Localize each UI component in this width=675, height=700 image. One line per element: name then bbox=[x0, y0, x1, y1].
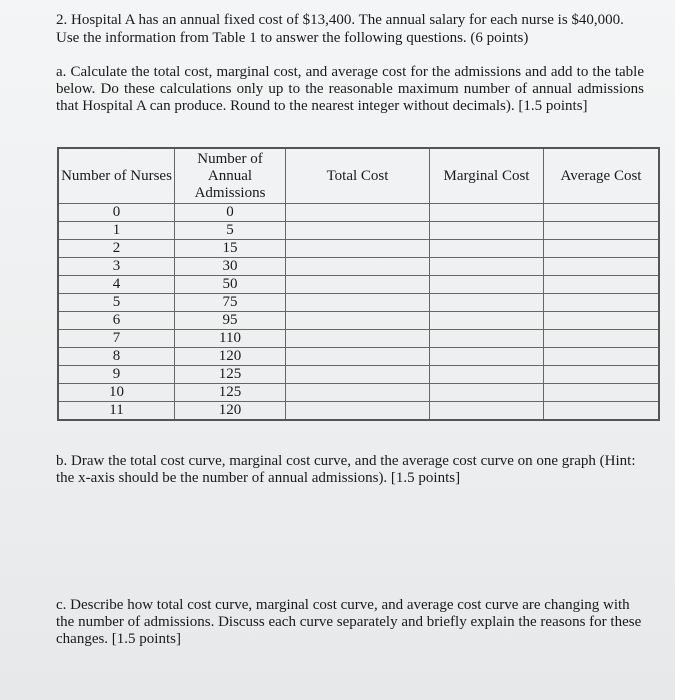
table-row bbox=[58, 348, 659, 366]
cell-nurses: 7 bbox=[58, 330, 175, 348]
cell-total-cost[interactable] bbox=[286, 258, 430, 276]
header-average-cost: Average Cost bbox=[544, 148, 660, 204]
cell-marginal-cost[interactable] bbox=[430, 312, 544, 330]
cell-nurses: 2 bbox=[58, 240, 175, 258]
header-nurses: Number of Nurses bbox=[58, 148, 175, 204]
cell-marginal-cost[interactable] bbox=[430, 222, 544, 240]
cell-nurses: 4 bbox=[58, 276, 175, 294]
cell-total-cost[interactable] bbox=[286, 240, 430, 258]
table-body bbox=[58, 204, 659, 421]
cell-nurses: 11 bbox=[58, 402, 175, 421]
question-title: 2. Hospital A has an annual fixed cost of $13,400. The annual salary for each nurse is $40,000. bbox=[56, 12, 624, 28]
cell-admissions: 5 bbox=[175, 222, 286, 240]
cell-admissions: 110 bbox=[175, 330, 286, 348]
table-row bbox=[58, 276, 659, 294]
cell-nurses: 0 bbox=[58, 204, 175, 222]
cell-average-cost[interactable] bbox=[544, 222, 660, 240]
cell-nurses: 10 bbox=[58, 384, 175, 402]
cell-marginal-cost[interactable] bbox=[430, 258, 544, 276]
cell-average-cost[interactable] bbox=[544, 402, 660, 421]
cell-marginal-cost[interactable] bbox=[430, 240, 544, 258]
cell-average-cost[interactable] bbox=[544, 258, 660, 276]
header-marginal-cost: Marginal Cost bbox=[430, 148, 544, 204]
cell-nurses: 3 bbox=[58, 258, 175, 276]
cell-average-cost[interactable] bbox=[544, 384, 660, 402]
header-total-cost: Total Cost bbox=[286, 148, 430, 204]
cell-average-cost[interactable] bbox=[544, 204, 660, 222]
cell-average-cost[interactable] bbox=[544, 294, 660, 312]
cell-total-cost[interactable] bbox=[286, 402, 430, 421]
cell-nurses: 1 bbox=[58, 222, 175, 240]
cell-marginal-cost[interactable] bbox=[430, 384, 544, 402]
part-c-text: c. Describe how total cost curve, marginal cost curve, and average cost curve are changing with the number of admissions. Discuss each curve separately and briefly explain the reasons for these changes. [1.5 points] bbox=[56, 597, 642, 647]
cell-marginal-cost[interactable] bbox=[430, 276, 544, 294]
cell-total-cost[interactable] bbox=[286, 276, 430, 294]
header-admissions: Number of Annual Admissions bbox=[175, 148, 286, 204]
question-intro: Use the information from Table 1 to answer the following questions. (6 points) bbox=[56, 30, 529, 46]
cell-nurses: 5 bbox=[58, 294, 175, 312]
table-row bbox=[58, 330, 659, 348]
cell-admissions: 125 bbox=[175, 384, 286, 402]
cell-admissions: 95 bbox=[175, 312, 286, 330]
cell-admissions: 30 bbox=[175, 258, 286, 276]
table-row bbox=[58, 366, 659, 384]
part-a-text: a. Calculate the total cost, marginal cost, and average cost for the admissions and add to the table below. Do these calculations only up to the reasonable maximum number of annual admissions that Hospital A can produce. Round to the nearest integer without decimals). [1.5 points] bbox=[56, 64, 644, 114]
cost-table bbox=[57, 147, 660, 421]
cell-average-cost[interactable] bbox=[544, 348, 660, 366]
cell-average-cost[interactable] bbox=[544, 312, 660, 330]
cell-total-cost[interactable] bbox=[286, 348, 430, 366]
cell-admissions: 50 bbox=[175, 276, 286, 294]
table-row bbox=[58, 204, 659, 222]
cell-admissions: 120 bbox=[175, 402, 286, 421]
cell-total-cost[interactable] bbox=[286, 294, 430, 312]
cell-marginal-cost[interactable] bbox=[430, 366, 544, 384]
cell-admissions: 125 bbox=[175, 366, 286, 384]
cell-average-cost[interactable] bbox=[544, 240, 660, 258]
cell-average-cost[interactable] bbox=[544, 330, 660, 348]
cell-marginal-cost[interactable] bbox=[430, 204, 544, 222]
table-row bbox=[58, 402, 659, 421]
cell-admissions: 75 bbox=[175, 294, 286, 312]
cell-marginal-cost[interactable] bbox=[430, 330, 544, 348]
table-row bbox=[58, 258, 659, 276]
cell-total-cost[interactable] bbox=[286, 204, 430, 222]
table-row bbox=[58, 384, 659, 402]
cell-marginal-cost[interactable] bbox=[430, 348, 544, 366]
cell-nurses: 6 bbox=[58, 312, 175, 330]
cell-marginal-cost[interactable] bbox=[430, 294, 544, 312]
table-row bbox=[58, 222, 659, 240]
cell-total-cost[interactable] bbox=[286, 312, 430, 330]
cell-total-cost[interactable] bbox=[286, 222, 430, 240]
cell-admissions: 15 bbox=[175, 240, 286, 258]
cell-marginal-cost[interactable] bbox=[430, 402, 544, 421]
part-b-text: b. Draw the total cost curve, marginal cost curve, and the average cost curve on one graph (Hint: the x-axis should be the number of annual admissions). [1.5 points] bbox=[56, 453, 636, 486]
table-header-row bbox=[58, 148, 659, 204]
cell-average-cost[interactable] bbox=[544, 276, 660, 294]
cell-total-cost[interactable] bbox=[286, 330, 430, 348]
cell-total-cost[interactable] bbox=[286, 384, 430, 402]
cell-admissions: 0 bbox=[175, 204, 286, 222]
cell-nurses: 8 bbox=[58, 348, 175, 366]
cell-average-cost[interactable] bbox=[544, 366, 660, 384]
table-row bbox=[58, 240, 659, 258]
cell-admissions: 120 bbox=[175, 348, 286, 366]
table-row bbox=[58, 312, 659, 330]
table-row bbox=[58, 294, 659, 312]
cell-nurses: 9 bbox=[58, 366, 175, 384]
cell-total-cost[interactable] bbox=[286, 366, 430, 384]
